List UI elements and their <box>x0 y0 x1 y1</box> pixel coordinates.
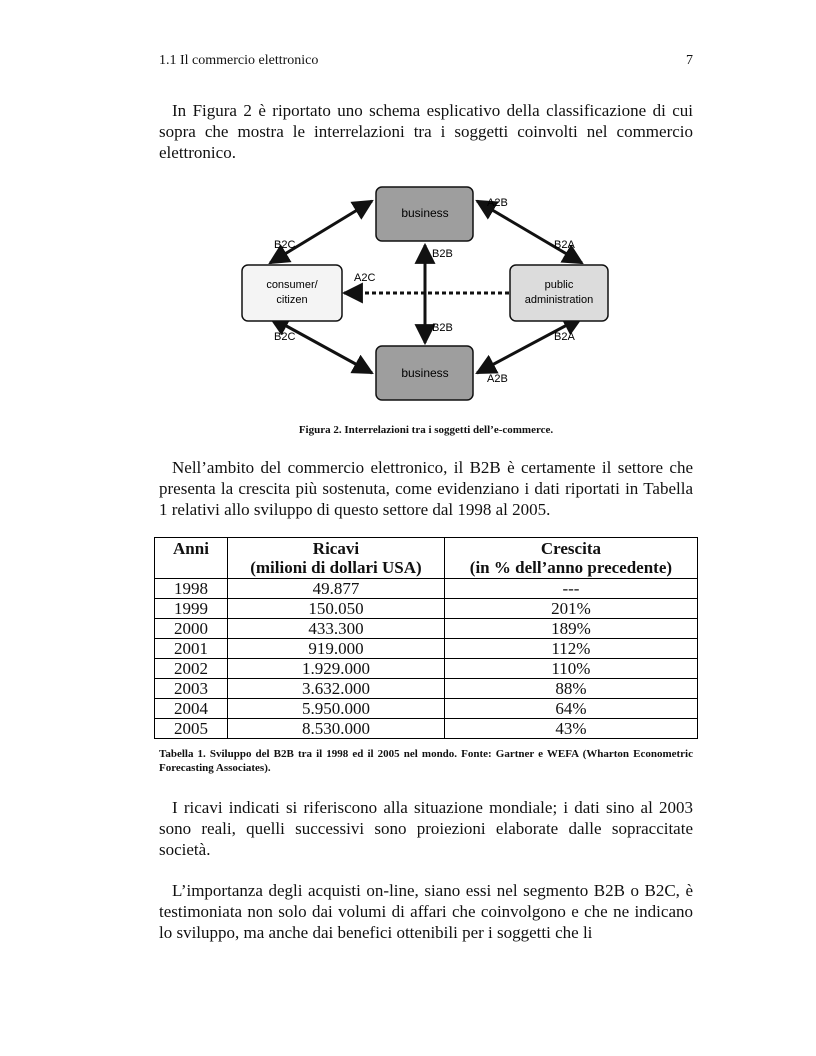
label-a2c: A2C <box>354 272 376 284</box>
node-consumer-label-2: citizen <box>276 294 308 306</box>
paragraph-importance-text: L’importanza degli acquisti on-line, siano essi nel segmento B2B o B2C, è testimoniata non solo dai volumi di affari che coinvolgono e che ne indicano lo sviluppo, ma anche dai benefici ottenibili per i soggetti che li <box>159 881 693 942</box>
node-pa-label-1: public <box>544 279 574 291</box>
paragraph-revenue-note-text: I ricavi indicati si riferiscono alla situazione mondiale; i dati sino al 2003 sono reali, quelli successivi sono proiezioni elaborate dalle sopraccitate società. <box>159 798 693 859</box>
arrow-business-top-consumer <box>270 201 372 263</box>
arrow-business-top-pa <box>477 201 582 263</box>
label-a2b-bottom: A2B <box>487 373 508 385</box>
paragraph-intro-text: In Figura 2 è riportato uno schema esplicativo della classificazione di cui sopra che mostra le interrelazioni tra i soggetti coinvolti nel commercio elettronico. <box>159 101 693 162</box>
node-public-administration <box>510 265 608 321</box>
interrelation-diagram <box>232 183 622 403</box>
paragraph-importance <box>159 880 693 943</box>
node-pa-label-2: administration <box>524 294 594 306</box>
paragraph-b2b-text: Nell’ambito del commercio elettronico, il B2B è certamente il settore che presenta la crescita più sostenuta, come evidenziano i dati riportati in Tabella 1 relativi allo sviluppo di questo settore dal 1998 al 2005. <box>159 458 693 519</box>
paragraph-b2b <box>159 457 693 520</box>
arrow-business-bottom-pa <box>477 317 582 373</box>
table-row: 2004 5.950.000 64% <box>155 699 698 719</box>
label-b2b-top: B2B <box>432 248 453 260</box>
header-crescita: Crescita (in % dell’anno precedente) <box>444 538 697 579</box>
paragraph-intro <box>159 100 693 163</box>
page-number: 7 <box>686 53 693 68</box>
table-header-row <box>155 538 698 579</box>
node-business-top-label: business <box>401 206 449 220</box>
table-row: 2000 433.300 189% <box>155 619 698 639</box>
arrow-business-bottom-consumer <box>270 317 372 373</box>
node-consumer <box>242 265 342 321</box>
header-anni: Anni <box>155 538 228 579</box>
figure-caption: Figura 2. Interrelazioni tra i soggetti dell’e-commerce. <box>298 424 554 436</box>
label-b2a-top: B2A <box>554 239 575 251</box>
node-business-bottom-label: business <box>401 366 449 380</box>
table-row: 1998 49.877 --- <box>155 579 698 599</box>
table-row: 1999 150.050 201% <box>155 599 698 619</box>
paragraph-revenue-note <box>159 797 693 860</box>
label-b2a-bottom: B2A <box>554 331 575 343</box>
label-a2b-top: A2B <box>487 197 508 209</box>
table-row: 2002 1.929.000 110% <box>155 659 698 679</box>
header-ricavi: Ricavi (milioni di dollari USA) <box>228 538 445 579</box>
table-caption: Tabella 1. Sviluppo del B2B tra il 1998 ed il 2005 nel mondo. Fonte: Gartner e WEFA (Wharton Econometric Forecasting Associates). <box>159 748 693 774</box>
revenue-table <box>154 537 698 739</box>
running-header <box>159 53 693 73</box>
table-row: 2003 3.632.000 88% <box>155 679 698 699</box>
label-b2c-top: B2C <box>274 239 296 251</box>
table-row: 2001 919.000 112% <box>155 639 698 659</box>
label-b2c-bottom: B2C <box>274 331 296 343</box>
table-row: 2005 8.530.000 43% <box>155 719 698 739</box>
node-consumer-label-1: consumer/ <box>266 279 318 291</box>
label-b2b-bottom: B2B <box>432 322 453 334</box>
section-title: 1.1 Il commercio elettronico <box>159 53 319 68</box>
